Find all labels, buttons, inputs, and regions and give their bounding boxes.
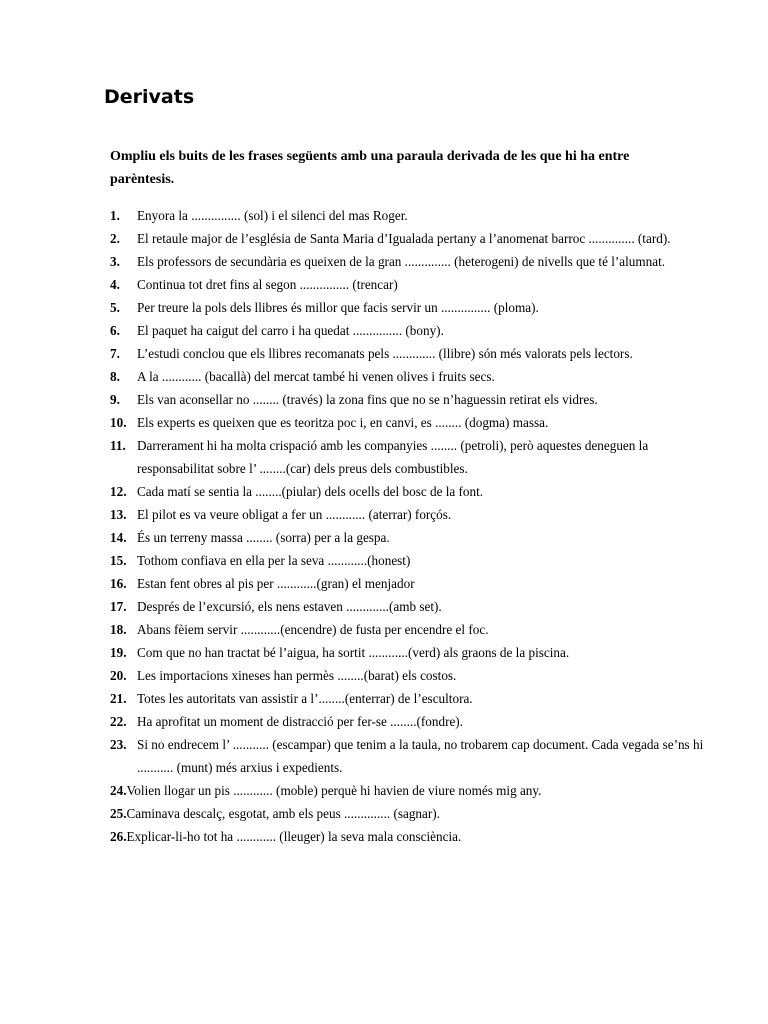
exercise-number: 7. [110,346,120,361]
exercise-number: 13. [110,507,127,522]
exercise-text: Continua tot dret fins al segon ............... (trencar) [137,277,398,292]
exercise-number: 5. [110,300,120,315]
exercise-item [110,687,710,710]
exercise-item [110,618,710,641]
exercise-text: És un terreny massa ........ (sorra) per a la gespa. [137,530,390,545]
exercise-number: 1. [110,208,120,223]
exercise-text: Després de l’excursió, els nens estaven .............(amb set). [137,599,442,614]
exercise-number: 16. [110,576,127,591]
exercise-number: 10. [110,415,127,430]
exercise-item [110,273,710,296]
exercise-item [110,480,710,503]
exercise-text: Totes les autoritats van assistir a l’........(enterrar) de l’escultora. [137,691,473,706]
exercise-item [110,733,710,779]
exercise-text: Volien llogar un pis ............ (moble) perquè hi havien de viure només mig any. [126,783,542,798]
exercise-text: Enyora la ............... (sol) i el silenci del mas Roger. [137,208,408,223]
exercise-text: Estan fent obres al pis per ............(gran) el menjador [137,576,415,591]
exercise-text: Caminava descalç, esgotat, amb els peus .............. (sagnar). [126,806,440,821]
exercise-item [110,365,710,388]
exercise-number: 8. [110,369,120,384]
exercise-number: 18. [110,622,127,637]
exercise-item [110,227,710,250]
exercise-text: Els professors de secundària es queixen de la gran .............. (heterogeni) de nivells que té l’alumnat. [137,254,666,269]
exercise-item [110,411,710,434]
instructions: Ompliu els buits de les frases següents amb una paraula derivada de les que hi ha entre parèntesis. [110,149,630,187]
exercise-number: 3. [110,254,120,269]
exercise-item [110,664,710,687]
exercise-text: Els experts es queixen que es teoritza poc i, en canvi, es ........ (dogma) massa. [137,415,549,430]
exercise-item [110,388,710,411]
exercise-item [110,296,710,319]
exercise-item [110,572,710,595]
exercise-text: Per treure la pols dels llibres és millor que facis servir un ............... (ploma). [137,300,539,315]
exercise-text: Darrerament hi ha molta crispació amb les companyies ........ (petroli), però aquestes deneguen la responsabilitat sobre l’ ........(car) dels preus dels combustibles. [137,438,649,476]
exercise-text: Cada matí se sentia la ........(piular) dels ocells del bosc de la font. [137,484,484,499]
exercise-number: 12. [110,484,127,499]
exercise-item [110,549,710,572]
exercise-number: 26. [110,829,127,844]
exercise-number: 11. [110,438,126,453]
exercise-number: 14. [110,530,127,545]
exercise-item [110,250,710,273]
exercise-text: El retaule major de l’església de Santa Maria d’Igualada pertany a l’anomenat barroc .............. (tard). [137,231,671,246]
exercise-number: 15. [110,553,127,568]
exercise-number: 21. [110,691,127,706]
exercise-number: 20. [110,668,127,683]
exercise-text: Els van aconsellar no ........ (través) la zona fins que no se n’haguessin retirat els vidres. [137,392,598,407]
exercise-item [110,802,710,825]
exercise-text: Abans fèiem servir ............(encendre) de fusta per encendre el foc. [137,622,489,637]
exercise-number: 23. [110,737,127,752]
exercise-text: Explicar-li-ho tot ha ............ (lleuger) la seva mala consciència. [126,829,462,844]
exercise-item [110,434,710,480]
exercise-number: 25. [110,806,127,821]
page-title: Derivats [104,86,195,108]
exercise-item [110,319,710,342]
exercise-number: 9. [110,392,120,407]
exercise-item [110,710,710,733]
exercise-list [110,204,710,848]
exercise-text: El pilot es va veure obligat a fer un ............ (aterrar) forçós. [137,507,452,522]
exercise-number: 2. [110,231,120,246]
exercise-number: 17. [110,599,127,614]
exercise-number: 19. [110,645,127,660]
exercise-item [110,641,710,664]
exercise-text: El paquet ha caigut del carro i ha quedat ............... (bony). [137,323,444,338]
exercise-item [110,595,710,618]
exercise-text: A la ............ (bacallà) del mercat també hi venen olives i fruits secs. [137,369,495,384]
exercise-number: 24. [110,783,127,798]
exercise-text: Tothom confiava en ella per la seva ............(honest) [137,553,411,568]
exercise-item [110,342,710,365]
exercise-item [110,204,710,227]
exercise-item [110,825,710,848]
exercise-text: L’estudi conclou que els llibres recomanats pels ............. (llibre) són més valorats pels lectors. [137,346,633,361]
exercise-text: Si no endrecem l’ ........... (escampar) que tenim a la taula, no trobarem cap document. Cada vegada se’ns hi ........... (munt) més arxius i expedients. [137,737,704,775]
exercise-text: Les importacions xineses han permès ........(barat) els costos. [137,668,457,683]
exercise-number: 4. [110,277,120,292]
exercise-item [110,526,710,549]
exercise-item [110,779,710,802]
exercise-item [110,503,710,526]
exercise-number: 6. [110,323,120,338]
exercise-text: Com que no han tractat bé l’aigua, ha sortit ............(verd) als graons de la piscina. [137,645,570,660]
exercise-number: 22. [110,714,127,729]
exercise-text: Ha aprofitat un moment de distracció per fer-se ........(fondre). [137,714,463,729]
